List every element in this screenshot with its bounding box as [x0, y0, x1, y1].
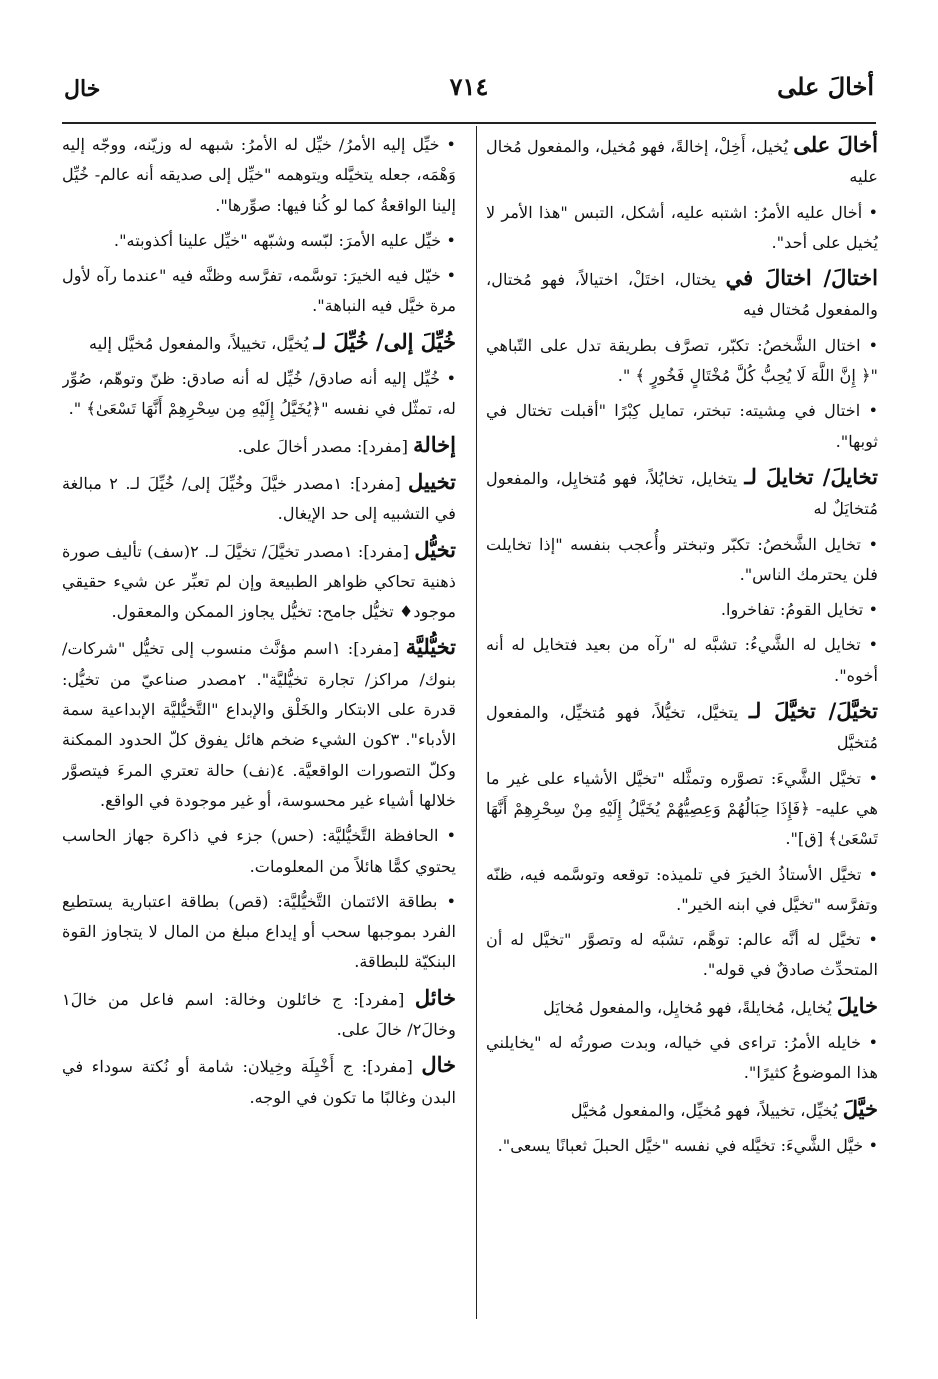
- definition-text: • خيِّل عليه الأمرَ: لبّسه وشبّهه "خيِّل علينا أكذوبته".: [113, 230, 456, 250]
- definition-text: [مفرد]: ١مصدر تخيَّلَ/ تخيَّلَ لـ. ٢(سف) تأليف صورة ذهنية تحاكي ظواهر الطبيعة وإن لم تعبِّر عن شيء حقيقي موجود♦ تخيُّل جامح: تخيُّل يجاوز الممكن والمعقول.: [62, 541, 456, 622]
- dictionary-entry: [486, 263, 878, 326]
- page-header: [60, 58, 878, 118]
- page-number: ٧١٤: [449, 72, 489, 101]
- definition-text: • خيّل فيه الخيرَ: توسَّمه، تفرَّسه وظنَّه فيه "عندما رآه لأول مرة خيَّل فيه النباهة".: [62, 266, 456, 316]
- headword: خُيِّلَ إلى/ خُيِّلَ لـ: [313, 328, 456, 354]
- definition-text: يختال، اختَلْ، اختيالاً، فهو مُختال، والمفعول مُختال فيه: [486, 270, 878, 320]
- definition-text: • تخيَّل الأستاذُ الخيرَ في تلميذه: توقعه وتوسَّمه فيه، ظنّه وتفرَّسه "تخيَّل في ابنه الخير".: [486, 864, 878, 914]
- dictionary-entry: [486, 1094, 878, 1126]
- dictionary-entry: [486, 530, 878, 591]
- definition-text: • تخايل القومُ: تفاخروا.: [720, 600, 878, 620]
- header-left-word: خال: [64, 76, 101, 102]
- dictionary-entry: [486, 396, 878, 457]
- dictionary-entry: [62, 430, 456, 462]
- definition-text: يُخيل، أَخِلْ، إخالةً، فهو مُخيل، والمفعول مُخال عليه: [486, 137, 878, 187]
- definition-text: • تخايل له الشَّيءُ: تشبَّه له "رآه من بعيد فتخايل له أنه أخوه".: [486, 635, 878, 685]
- dictionary-entry: [62, 535, 456, 628]
- definition-text: • خيَّل الشَّيءَ: تخيَّله في نفسه "خيَّل الحبلَ ثعبانًا يسعى".: [497, 1135, 878, 1155]
- dictionary-entry: [486, 860, 878, 921]
- dictionary-entry: [62, 821, 456, 882]
- dictionary-entry: [486, 925, 878, 986]
- definition-text: [مفرد]: ١اسم مؤنَّث منسوب إلى تخيُّل "شركات/ بنوك/ مراكز/ تجارة تخيُّليَّة". ٢مصدر صناعيّ من تخيُّل: قدرة على الابتكار والخَلْق والإبداع "التَّخيُّليَّة الإبداعية سمة الأدباء". ٣كون الشيء ضخم هائل يفوق كلّ الحدود الممكنة وكلّ التصورات الواقعيَّة. ٤(نف) حالة تعتري المرءَ فيتصوَّر خلالها أشياء غير محسوسة، أو غير موجودة في الواقع.: [62, 639, 456, 810]
- definition-text: • خايله الأمرُ: تراءى في خياله، وبدت صورتُه له "يخايلني هذا الموضوعُ كثيرًا".: [486, 1033, 878, 1083]
- dictionary-entry: [62, 467, 456, 530]
- dictionary-entry: [486, 462, 878, 525]
- dictionary-entry: [486, 1131, 878, 1161]
- dictionary-entry: [62, 983, 456, 1046]
- headword: تخايلَ/ تخايلَ لـ: [744, 463, 878, 489]
- dictionary-entry: [62, 1050, 456, 1113]
- definition-text: [مفرد]: ج خائلون وخالة: اسم فاعل من خالَ١ وخالَ٢/ خالَ على.: [62, 989, 456, 1040]
- definition-text: • بطاقة الائتمان التَّخيُّليَّة: (قص) بطاقة اعتبارية يستطيع الفرد بموجبها سحب أو إيداع مبلغ من المال لا يتجاوز القوة البنكيّة للبطاقة.: [62, 891, 456, 972]
- headword: تخيَّلَ/ تخيَّلَ لـ: [748, 698, 878, 724]
- headword: أخالَ على: [793, 132, 878, 157]
- headword: إخالة: [413, 431, 456, 457]
- definition-text: يُخايل، مُخايلةً، فهو مُخايِل، والمفعول مُخايَل: [543, 997, 837, 1017]
- headword: خيَّلَ: [842, 1095, 878, 1121]
- definition-text: • تخيَّل الشَّيءَ: تصوَّره وتمثَّله "تخيَّل الأشياء على غير ما هي عليه- ﴿فَإِذَا حِبَالُهُمْ وَعِصِيُّهُمْ يُخَيَّلُ إِلَيْهِ مِنْ سِحْرِهِمْ أَنَّهَا تَسْعَىٰ﴾ [ق]".: [486, 768, 878, 849]
- definition-text: • أخال عليه الأمرُ: اشتبه عليه، أشكل، التبس "هذا الأمر لا يُخيل على أحد".: [486, 202, 878, 252]
- dictionary-entry: [62, 887, 456, 978]
- dictionary-entry: [486, 595, 878, 625]
- definition-text: • خُيِّل إليه أنه صادق/ خُيِّل له أنه صادق: ظنّ وتوهّم، صُوِّر له، تمثّل في نفسه "﴿يُخَيَّلُ إِلَيْهِ مِن سِحْرِهِمْ أَنَّهَا تَسْعَىٰ﴾ ".: [62, 369, 456, 419]
- dictionary-entry: [62, 261, 456, 322]
- column-divider: [476, 126, 477, 1319]
- definition-text: [مفرد]: ج أَخْيِلَة وخِيلان: شامة أو نُكتة سوداء في البدن وغالبًا ما تكون في الوجه.: [62, 1057, 456, 1107]
- dictionary-entry: [486, 198, 878, 259]
- dictionary-entry: [486, 630, 878, 691]
- dictionary-entry: [62, 364, 456, 425]
- definition-text: • تخايل الشَّخصُ: تكبّر وتبختر وأُعجب بنفسه "إذا تخايلت فلن يحترمك الناس".: [486, 534, 878, 584]
- dictionary-entry: [486, 764, 878, 855]
- dictionary-entry: [486, 331, 878, 392]
- headword: تخييل: [408, 468, 456, 494]
- dictionary-entry: [62, 226, 456, 256]
- headword: اختالَ/ اختالَ في: [725, 265, 878, 291]
- dictionary-entry: [486, 1028, 878, 1089]
- definition-text: يُخيِّل، تخييلاً، فهو مُخيِّل، والمفعول مُخيَّل: [570, 1100, 843, 1120]
- definition-text: يُخيَّل، تخييلاً، والمفعول مُخيَّل إليه: [89, 333, 314, 353]
- headword: خال: [421, 1052, 456, 1078]
- definition-text: [مفرد]: ١مصدر خيَّلَ وخُيِّلَ إلى/ خُيِّلَ لـ. ٢ مبالغة في التشبيه إلى حد الإيغال.: [62, 473, 456, 524]
- dictionary-entry: [62, 327, 456, 359]
- dictionary-entry: [486, 696, 878, 759]
- definition-text: يتخيَّل، تخيُّلاً، فهو مُتخيِّل، والمفعول مُتخيَّل: [486, 703, 878, 753]
- header-right-word: أخالَ على: [777, 72, 874, 101]
- dictionary-entry: [486, 130, 878, 193]
- headword: تخيُّل: [414, 536, 456, 562]
- header-rule: [62, 122, 876, 124]
- definition-text: • الحافظة التَّخيُّليَّة: (حس) جزء في ذاكرة جهاز الحاسب يحتوي كمًّا هائلاً من المعلومات.: [62, 826, 456, 876]
- definition-text: يتخايل، تخايُلاً، فهو مُتخايِل، والمفعول مُتخايَلٌ له: [486, 468, 878, 519]
- definition-text: • اختال الشَّخصُ: تكبّر، تصرَّف بطريقة تدل على التّباهي "﴿ إِنَّ اللَّهَ لَا يُحِبُّ كُلَّ مُخْتَالٍ فَخُورٍ ﴾ ".: [486, 335, 878, 386]
- definition-text: • تخيَّل له أنَّه عالم: توهَّم، تشبَّه له وتصوَّر "تخيَّل له أن المتحدِّث صادقٌ في قوله".: [486, 930, 878, 980]
- headword: خايلَ: [836, 992, 878, 1018]
- dictionary-entry: [62, 632, 456, 816]
- definition-text: [مفرد]: مصدر أخالَ على.: [237, 436, 414, 456]
- dictionary-entry: [486, 991, 878, 1023]
- left-column: [62, 130, 456, 1319]
- right-column: [486, 130, 878, 1319]
- dictionary-entry: [62, 130, 456, 221]
- headword: خائل: [414, 984, 456, 1010]
- definition-text: • اختال في مِشيته: تبختر، تمايل كِبْرًا "أقبلت تختال في ثوبها".: [486, 401, 878, 451]
- definition-text: • خيِّل إليه الأمرُ/ خيِّل له الأمرُ: شبهه له وزيّنه، ووجّه إليه وَهْمَه، جعله يتخيَّله ويتوهمه "خيِّل إلى صديقه أنه عالم- خُيِّل إلينا الواقعةُ كما لو كُنا فيها: صوِّرها".: [62, 135, 456, 215]
- headword: تخيُّليَّة: [405, 634, 456, 660]
